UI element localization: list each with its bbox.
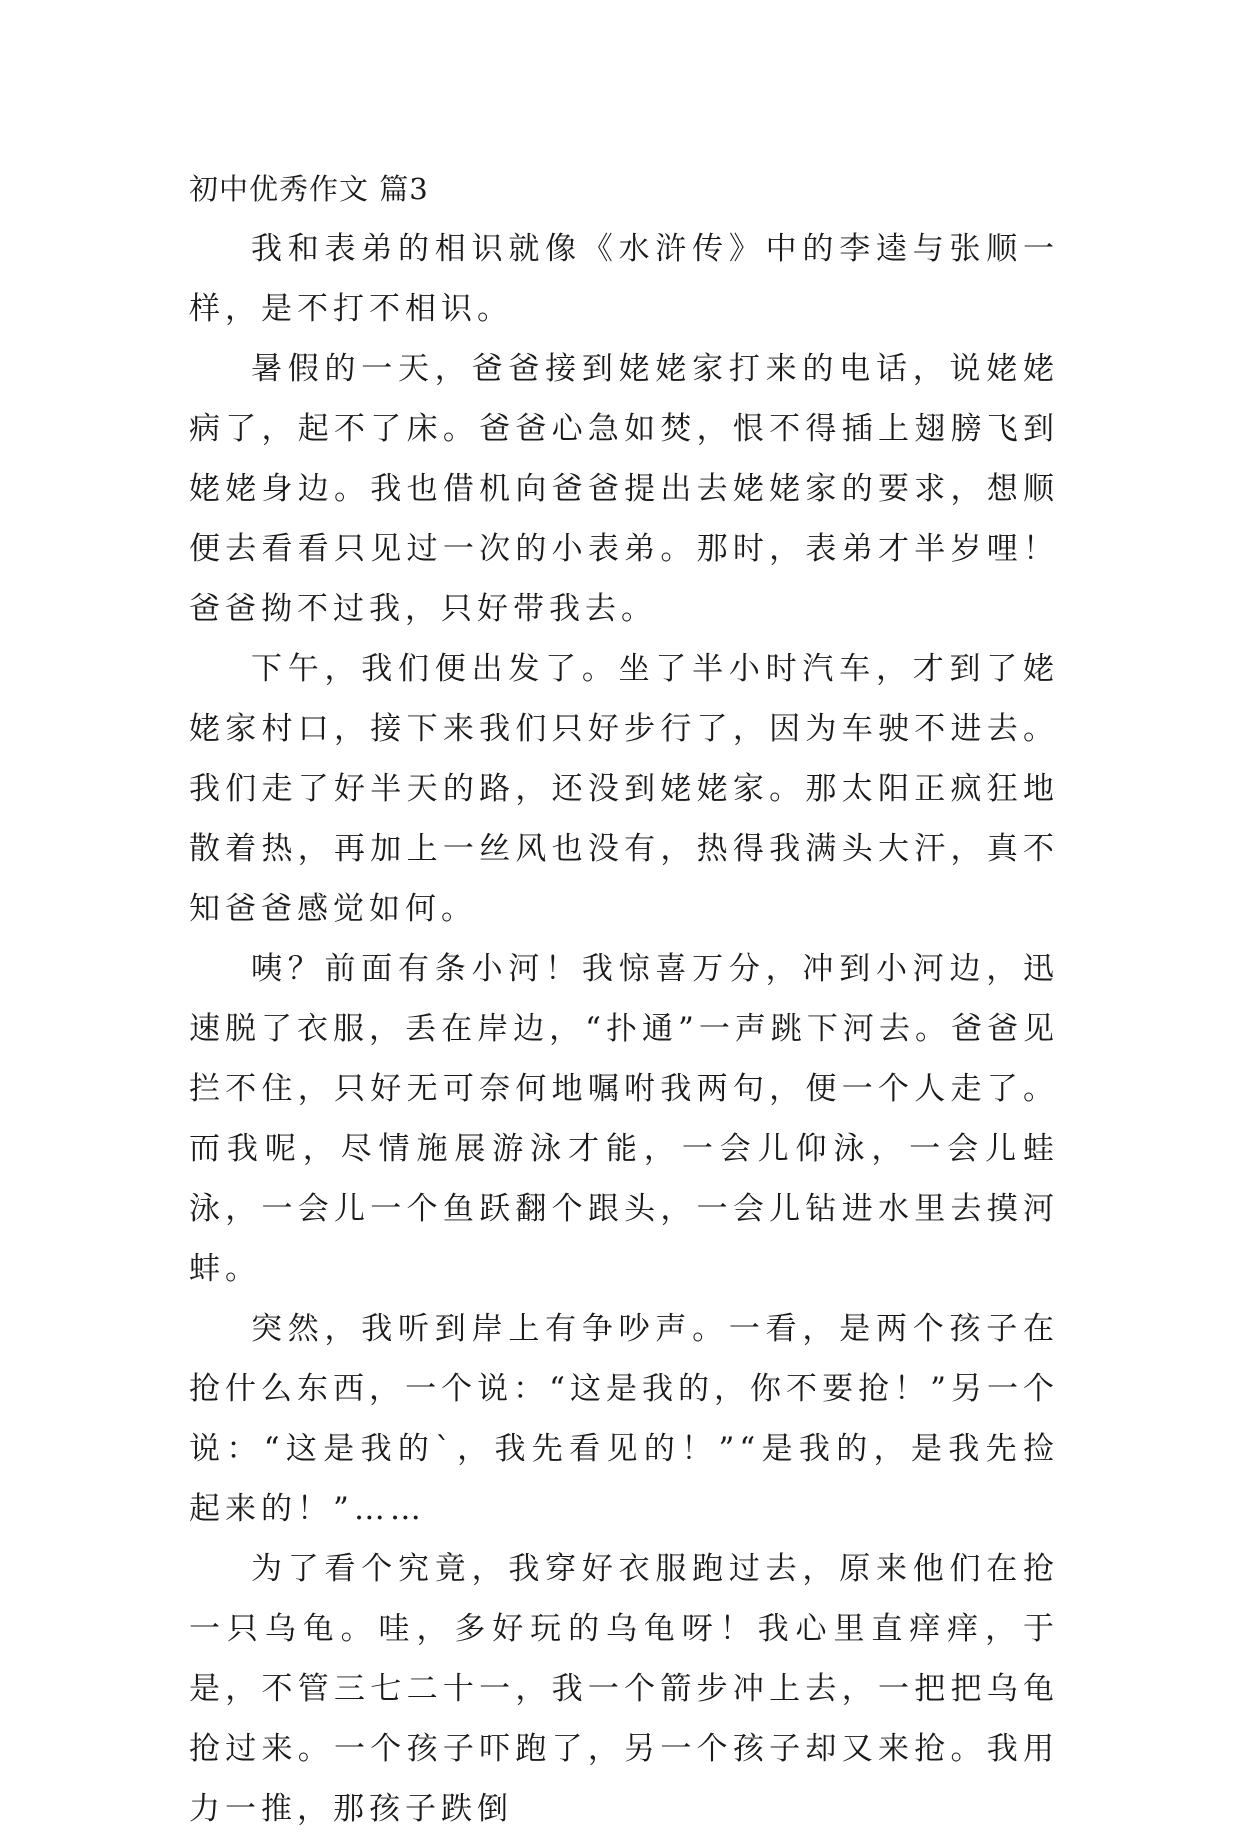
document-body — [189, 159, 1059, 1839]
paragraph-6: 为了看个究竟，我穿好衣服跑过去，原来他们在抢一只乌龟。哇，多好玩的乌龟呀！我心里直痒痒，于是，不管三七二十一，我一个箭步冲上去，一把把乌龟抢过来。一个孩子吓跑了，另一个孩子却又来抢。我用力一推，那孩子跌倒 — [189, 1551, 1059, 1827]
essay-title: 初中优秀作文 篇3 — [189, 172, 429, 206]
paragraph-3: 下午，我们便出发了。坐了半小时汽车，才到了姥姥家村口，接下来我们只好步行了，因为车驶不进去。我们走了好半天的路，还没到姥姥家。那太阳正疯狂地散着热，再加上一丝风也没有，热得我满头大汗，真不知爸爸感觉如何。 — [189, 651, 1059, 927]
paragraph-1: 我和表弟的相识就像《水浒传》中的李逵与张顺一样，是不打不相识。 — [189, 231, 1059, 327]
paragraph-5: 突然，我听到岸上有争吵声。一看，是两个孩子在抢什么东西，一个说：“这是我的，你不要抢！”另一个说：“这是我的`，我先看见的！”“是我的，是我先捡起来的！”…… — [189, 1311, 1059, 1527]
paragraph-2: 暑假的一天，爸爸接到姥姥家打来的电话，说姥姥病了，起不了床。爸爸心急如焚，恨不得插上翅膀飞到姥姥身边。我也借机向爸爸提出去姥姥家的要求，想顺便去看看只见过一次的小表弟。那时，表弟才半岁哩！爸爸拗不过我，只好带我去。 — [189, 351, 1059, 627]
paragraph-4: 咦？前面有条小河！我惊喜万分，冲到小河边，迅速脱了衣服，丢在岸边，“扑通”一声跳下河去。爸爸见拦不住，只好无可奈何地嘱咐我两句，便一个人走了。而我呢，尽情施展游泳才能，一会儿仰泳，一会儿蛙泳，一会儿一个鱼跃翻个跟头，一会儿钻进水里去摸河蚌。 — [189, 951, 1059, 1287]
